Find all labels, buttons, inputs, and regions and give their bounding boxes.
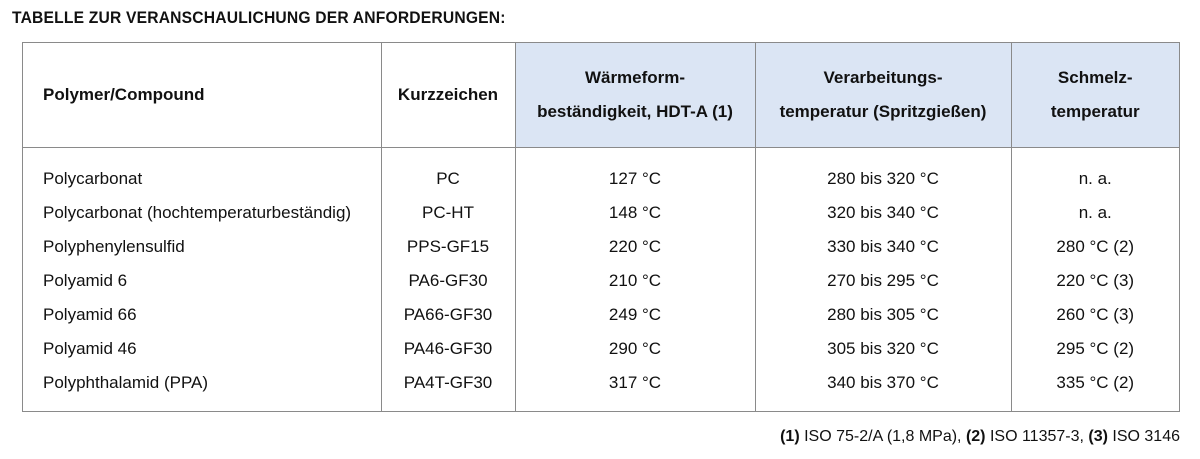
header-polymer: Polymer/Compound — [23, 43, 381, 148]
table-header-row — [23, 43, 1179, 148]
cell-verarbeitung: 280 bis 320 °C — [755, 148, 1011, 197]
table-row — [23, 332, 1179, 366]
cell-verarbeitung: 305 bis 320 °C — [755, 332, 1011, 366]
cell-polymer: Polycarbonat — [43, 169, 143, 188]
cell-polymer: Polyphthalamid (PPA) — [43, 373, 209, 392]
cell-schmelz: 335 °C (2) — [1011, 366, 1179, 412]
cell-verarbeitung: 340 bis 370 °C — [755, 366, 1011, 412]
cell-polymer: Polyphenylensulfid — [43, 237, 185, 256]
cell-schmelz: n. a. — [1011, 196, 1179, 230]
cell-verarbeitung: 330 bis 340 °C — [755, 230, 1011, 264]
cell-kurzzeichen: PC — [381, 148, 515, 197]
cell-kurzzeichen: PPS-GF15 — [381, 230, 515, 264]
cell-schmelz: 220 °C (3) — [1011, 264, 1179, 298]
cell-polymer: Polyamid 6 — [43, 271, 128, 290]
cell-verarbeitung: 270 bis 295 °C — [755, 264, 1011, 298]
footnote-marker: (1) — [780, 428, 800, 445]
cell-hdt: 148 °C — [515, 196, 755, 230]
requirements-table — [22, 42, 1180, 412]
cell-kurzzeichen: PC-HT — [381, 196, 515, 230]
cell-kurzzeichen: PA66-GF30 — [381, 298, 515, 332]
header-schmelz: Schmelz- temperatur — [1011, 43, 1179, 148]
cell-verarbeitung: 280 bis 305 °C — [755, 298, 1011, 332]
cell-kurzzeichen: PA46-GF30 — [381, 332, 515, 366]
cell-schmelz: 295 °C (2) — [1011, 332, 1179, 366]
footnote — [780, 428, 1180, 446]
table-row — [23, 196, 1179, 230]
table-row — [23, 366, 1179, 412]
cell-hdt: 290 °C — [515, 332, 755, 366]
footnote-marker: (3) — [1088, 428, 1108, 445]
footnote-text: ISO 75-2/A (1,8 MPa), — [799, 428, 966, 445]
cell-hdt: 220 °C — [515, 230, 755, 264]
cell-polymer: Polyamid 66 — [43, 305, 137, 324]
footnote-text: ISO 3146 — [1107, 428, 1180, 445]
cell-schmelz: 260 °C (3) — [1011, 298, 1179, 332]
cell-kurzzeichen: PA4T-GF30 — [381, 366, 515, 412]
header-kurzzeichen: Kurzzeichen — [381, 43, 515, 148]
cell-hdt: 249 °C — [515, 298, 755, 332]
cell-hdt: 210 °C — [515, 264, 755, 298]
cell-hdt: 127 °C — [515, 148, 755, 197]
cell-kurzzeichen: PA6-GF30 — [381, 264, 515, 298]
header-verarbeitung: Verarbeitungs- temperatur (Spritzgießen) — [755, 43, 1011, 148]
footnote-marker: (2) — [965, 428, 986, 445]
cell-verarbeitung: 320 bis 340 °C — [755, 196, 1011, 230]
header-hdt: Wärmeform- beständigkeit, HDT-A (1) — [515, 43, 755, 148]
table-row — [23, 230, 1179, 264]
table-row — [23, 148, 1179, 197]
footnote-text: ISO 11357-3, — [985, 428, 1089, 445]
cell-schmelz: n. a. — [1011, 148, 1179, 197]
cell-polymer: Polyamid 46 — [43, 339, 137, 358]
table-row — [23, 298, 1179, 332]
cell-polymer: Polycarbonat (hochtemperaturbeständig) — [43, 203, 352, 222]
table-row — [23, 264, 1179, 298]
cell-schmelz: 280 °C (2) — [1011, 230, 1179, 264]
page-title: TABELLE ZUR VERANSCHAULICHUNG DER ANFORDERUNGEN: — [12, 8, 506, 27]
cell-hdt: 317 °C — [515, 366, 755, 412]
